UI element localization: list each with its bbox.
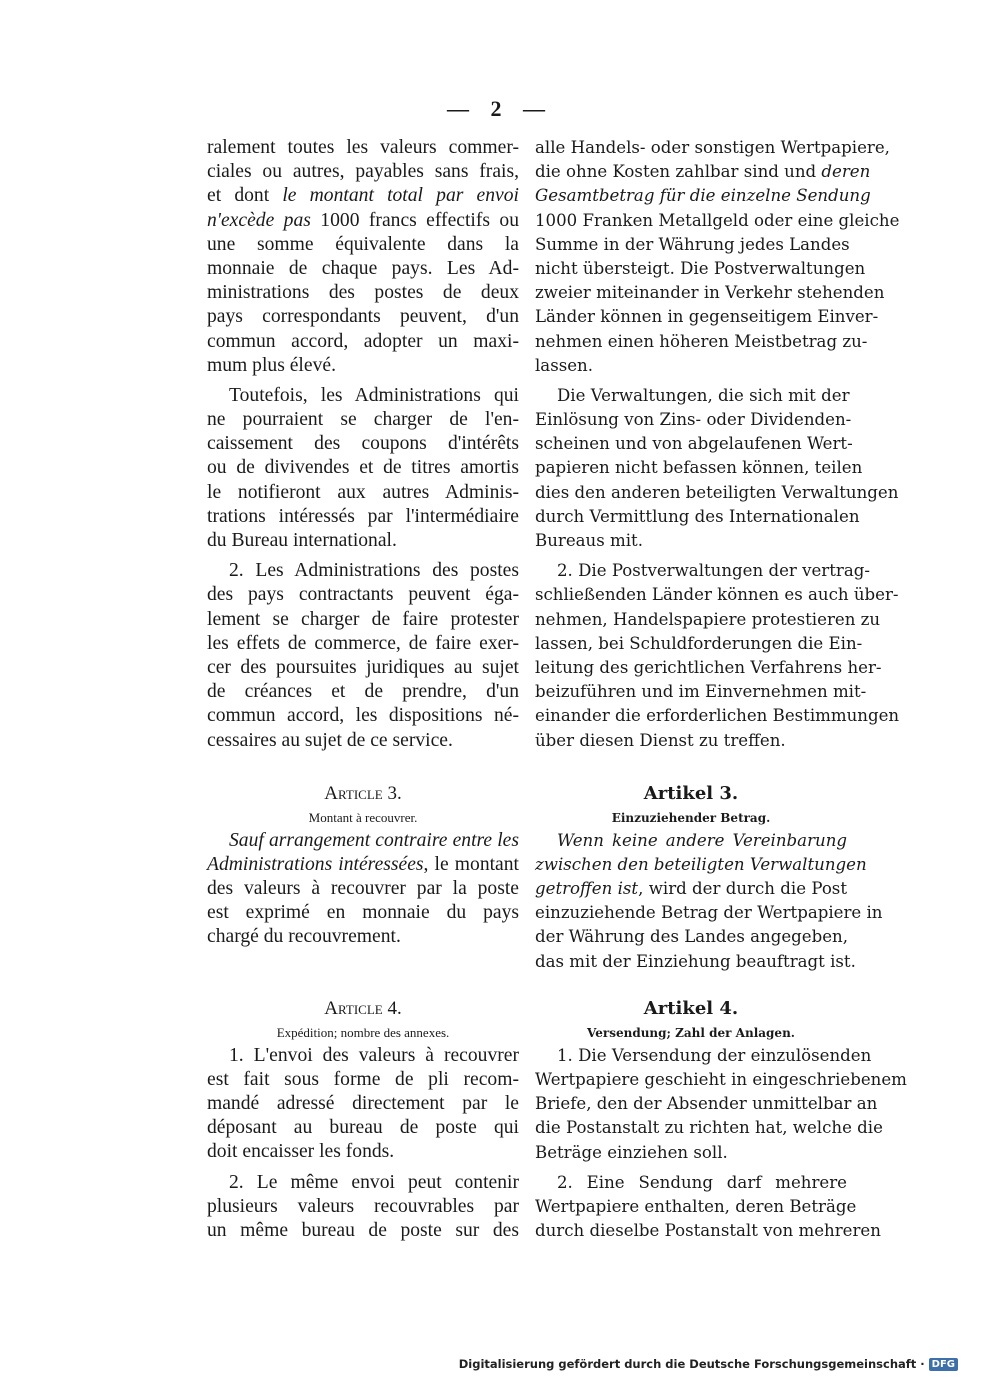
text-line: ministrations des postes de deux bbox=[207, 282, 519, 304]
footer-text: Digitalisierung gefördert durch die Deutsche Forschungsgemeinschaft · bbox=[458, 1357, 925, 1371]
text-line: 1000 Franken Metallgeld oder eine gleiche bbox=[535, 210, 900, 230]
text-line: getroffen ist, wird der durch die Post bbox=[535, 879, 847, 899]
text-line: 2. Les Administrations des postes bbox=[229, 560, 519, 582]
text-line: 2. Die Postverwaltungen der vertrag- bbox=[557, 561, 870, 581]
text-line: déposant au bureau de poste qui bbox=[207, 1117, 519, 1139]
article-subheading: Montant à recouvrer. bbox=[308, 809, 418, 825]
text-line: Toutefois, les Administrations qui bbox=[229, 384, 519, 406]
text-line: une somme équivalente dans la bbox=[207, 233, 519, 255]
text-line: nehmen, Handelspapiere protestieren zu bbox=[535, 609, 881, 629]
text-line: caissement des coupons d'intérêts bbox=[207, 433, 519, 455]
text-line: der Währung des Landes angegeben, bbox=[535, 927, 848, 947]
text-line: Beträge einziehen soll. bbox=[535, 1142, 728, 1162]
paragraph bbox=[207, 559, 519, 753]
text-line: einander die erforderlichen Bestimmungen bbox=[535, 706, 900, 726]
text-line: les effets de commerce, de faire exer- bbox=[207, 632, 519, 654]
text-line: cer des poursuites juridiques au sujet bbox=[207, 656, 519, 678]
text-line: über diesen Dienst zu treffen. bbox=[535, 730, 786, 750]
text-line: Sauf arrangement contraire entre les bbox=[229, 829, 519, 851]
paragraph bbox=[207, 384, 519, 553]
german-column bbox=[535, 136, 907, 1243]
text-line: pays correspondants peuvent, d'un bbox=[207, 306, 519, 328]
paragraph bbox=[535, 1171, 881, 1244]
digitization-footer bbox=[459, 1357, 958, 1371]
text-line: Länder können in gegenseitigem Einver- bbox=[535, 307, 879, 327]
text-line: dies den anderen beteiligten Verwaltungen bbox=[535, 482, 899, 502]
page-number: — 2 — bbox=[447, 96, 553, 121]
text-line: Wertpapiere enthalten, deren Beträge bbox=[535, 1196, 857, 1216]
article-subheading: Einzuziehender Betrag. bbox=[611, 810, 771, 825]
article-subheading: Versendung; Zahl der Anlagen. bbox=[587, 1025, 795, 1040]
text-line: cessaires au sujet de ce service. bbox=[207, 729, 453, 751]
paragraph bbox=[535, 559, 900, 753]
text-line: monnaie de chaque pays. Les Ad- bbox=[207, 257, 519, 279]
text-line: zweier miteinander in Verkehr stehenden bbox=[535, 283, 885, 303]
text-line: le notifieront aux autres Adminis- bbox=[207, 481, 519, 503]
text-line: ciales ou autres, payables sans frais, bbox=[207, 161, 519, 183]
text-line: mandé adressé directement par le bbox=[207, 1093, 519, 1114]
text-line: durch Vermittlung des Internationalen bbox=[535, 506, 860, 526]
text-line: mum plus élevé. bbox=[207, 354, 336, 376]
text-line: durch dieselbe Postanstalt von mehreren bbox=[535, 1221, 881, 1241]
paragraph bbox=[207, 829, 519, 950]
text-line: Summe in der Währung jedes Landes bbox=[535, 234, 850, 254]
text-line: Wertpapiere geschieht in eingeschriebenem bbox=[535, 1070, 907, 1089]
text-line: schließenden Länder können es auch über- bbox=[535, 585, 899, 605]
text-line: est fait sous forme de pli recom- bbox=[207, 1068, 519, 1090]
text-line: des valeurs à recouvrer par la poste bbox=[207, 878, 519, 900]
text-line: chargé du recouvrement. bbox=[207, 926, 401, 948]
article-heading: Article 3. bbox=[324, 782, 402, 804]
dfg-logo: DFG bbox=[929, 1358, 958, 1371]
text-line: scheinen und von abgelaufenen Wert- bbox=[535, 434, 853, 454]
text-line: un même bureau de poste sur des bbox=[207, 1219, 519, 1241]
text-line: 1. Die Versendung der einzulösenden bbox=[557, 1045, 872, 1065]
article-heading: Artikel 3. bbox=[643, 782, 739, 804]
text-line: nehmen einen höheren Meistbetrag zu- bbox=[535, 331, 868, 351]
paragraph bbox=[535, 829, 883, 974]
paragraph bbox=[535, 1044, 907, 1165]
text-line: die ohne Kosten zahlbar sind und deren bbox=[535, 162, 871, 182]
text-line: Einlösung von Zins- oder Dividenden- bbox=[535, 410, 852, 430]
text-line: ne pourraient se charger de l'en- bbox=[207, 409, 519, 431]
text-line: ralement toutes les valeurs commer- bbox=[207, 137, 519, 158]
text-line: n'excède pas 1000 francs effectifs ou bbox=[207, 209, 519, 231]
text-line: zwischen den beteiligten Verwaltungen bbox=[535, 854, 867, 874]
text-line: alle Handels- oder sonstigen Wertpapiere, bbox=[535, 138, 890, 157]
text-line: du Bureau international. bbox=[207, 530, 397, 551]
text-line: Wenn keine andere Vereinbarung bbox=[557, 830, 847, 850]
text-line: et dont le montant total par envoi bbox=[207, 185, 519, 207]
text-line: beizuführen und im Einvernehmen mit- bbox=[535, 682, 867, 702]
text-line: 2. Eine Sendung darf mehrere bbox=[557, 1172, 847, 1192]
text-line: die Postanstalt zu richten hat, welche die bbox=[535, 1118, 883, 1138]
article-subheading: Expédition; nombre des annexes. bbox=[276, 1024, 450, 1040]
text-line: lassen. bbox=[535, 355, 594, 375]
article-heading: Article 4. bbox=[324, 997, 402, 1019]
paragraph bbox=[207, 1044, 519, 1165]
text-line: des pays contractants peuvent éga- bbox=[207, 584, 519, 606]
text-line: Gesamtbetrag für die einzelne Sendung bbox=[535, 186, 871, 206]
paragraph bbox=[535, 136, 900, 378]
text-line: de créances et de prendre, d'un bbox=[207, 681, 519, 703]
text-line: lassen, bei Schuldforderungen die Ein- bbox=[535, 633, 863, 653]
text-line: Die Verwaltungen, die sich mit der bbox=[557, 385, 850, 405]
text-line: papieren nicht befassen können, teilen bbox=[535, 458, 863, 478]
text-line: Administrations intéressées, le montant bbox=[207, 853, 519, 875]
text-line: commun accord, les dispositions né- bbox=[207, 705, 519, 727]
text-line: lement se charger de faire protester bbox=[207, 608, 519, 630]
text-line: ou de divivendes et de titres amortis bbox=[207, 457, 519, 479]
text-line: doit encaisser les fonds. bbox=[207, 1141, 395, 1163]
text-line: Bureaus mit. bbox=[535, 531, 643, 550]
paragraph bbox=[535, 384, 899, 553]
text-line: Briefe, den der Absender unmittelbar an bbox=[535, 1094, 878, 1114]
text-line: leitung des gerichtlichen Verfahrens her- bbox=[535, 657, 882, 677]
text-line: trations intéressés par l'intermédiaire bbox=[207, 505, 519, 527]
paragraph bbox=[207, 1171, 519, 1244]
article-heading: Artikel 4. bbox=[643, 997, 739, 1019]
text-line: plusieurs valeurs recouvrables par bbox=[207, 1195, 519, 1217]
text-line: est exprimé en monnaie du pays bbox=[207, 902, 519, 924]
text-line: 2. Le même envoi peut contenir bbox=[229, 1171, 519, 1193]
text-line: commun accord, adopter un maxi- bbox=[207, 330, 519, 352]
text-line: 1. L'envoi des valeurs à recouvrer bbox=[229, 1044, 519, 1066]
paragraph bbox=[207, 136, 519, 378]
text-line: nicht übersteigt. Die Postverwaltungen bbox=[535, 258, 866, 278]
text-line: einzuziehende Betrag der Wertpapiere in bbox=[535, 903, 883, 923]
french-column bbox=[207, 136, 519, 1243]
text-line: das mit der Einziehung beauftragt ist. bbox=[535, 951, 856, 971]
